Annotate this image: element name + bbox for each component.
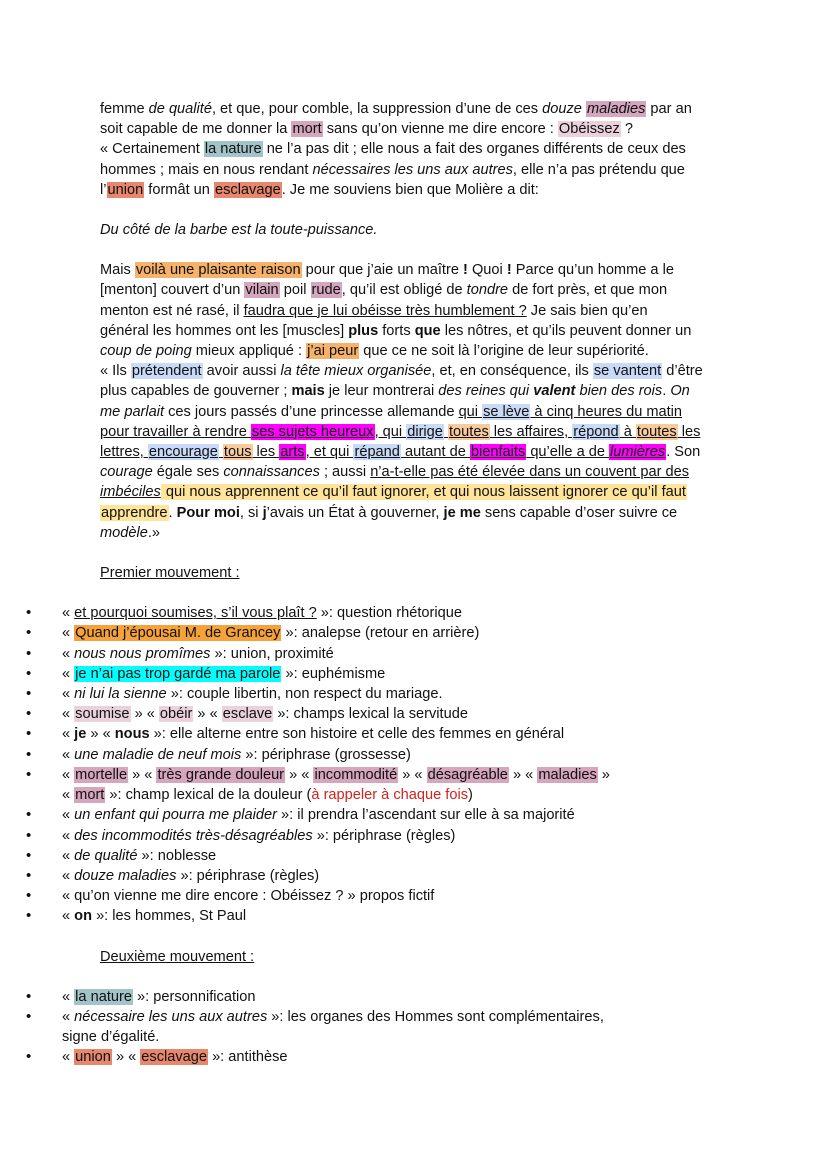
text: »: question rhétorique	[316, 605, 462, 622]
list-item	[0, 846, 764, 866]
text: «	[62, 665, 75, 682]
text: «	[62, 706, 75, 723]
text: «	[62, 766, 75, 783]
text: une maladie de neuf mois	[74, 746, 242, 763]
text: Premier mouvement :	[100, 565, 240, 582]
text: sans qu’on vienne me dire encore :	[322, 121, 558, 138]
text: » «	[193, 706, 222, 723]
underline: et pourquoi soumises, s’il vous plaît ?	[74, 605, 317, 622]
text: On	[670, 383, 690, 400]
paragraph-nature	[100, 139, 740, 200]
text: nous nous promîmes	[74, 645, 211, 662]
highlight: voilà une plaisante raison	[135, 262, 301, 279]
text: Je sais bien qu’en	[526, 302, 648, 319]
text: signe d’égalité.	[62, 1029, 160, 1046]
list-item	[0, 805, 764, 825]
highlight: qui nous apprennent ce qu’il faut ignorer, et qui nous laissent ignorer ce qu’il faut	[161, 484, 686, 501]
text: des incommodités très-désagréables	[74, 827, 313, 844]
text: »: elle alterne entre son histoire et celle des femmes en général	[149, 726, 565, 743]
highlight: maladies	[538, 766, 597, 783]
list-item	[0, 704, 764, 724]
text: , et, en conséquence, ils	[431, 363, 593, 380]
underline: qui	[458, 403, 483, 420]
underline: lettres,	[100, 444, 148, 461]
highlight: lumières	[610, 444, 666, 461]
text: »: champs lexical la servitude	[273, 706, 468, 723]
text: «	[62, 1049, 75, 1066]
highlight: j’ai peur	[307, 343, 359, 360]
list-item	[0, 866, 764, 886]
highlight: vilain	[245, 282, 279, 299]
text: »: personnification	[132, 988, 256, 1005]
text: un enfant qui pourra me plaider	[74, 807, 277, 824]
text: des reines qui	[438, 383, 534, 400]
text: soit capable de me donner la	[100, 121, 292, 138]
highlight: se vantent	[593, 363, 662, 380]
highlight: maladies	[586, 101, 646, 117]
text: sens capable d’oser suivre ce	[480, 504, 678, 521]
text: !	[506, 262, 512, 279]
text: connaissances	[223, 464, 320, 481]
text: nécessaires les uns aux autres	[312, 161, 513, 178]
text: nous	[114, 726, 150, 743]
text: Pour moi	[176, 504, 240, 521]
highlight: union	[107, 181, 144, 198]
text: de qualité	[74, 847, 138, 864]
list-item	[0, 886, 764, 906]
highlight: très grande douleur	[157, 766, 285, 783]
list-item	[0, 644, 764, 664]
document-body	[62, 99, 740, 1068]
text: modèle	[100, 524, 148, 541]
text: je leur montrerai	[324, 383, 439, 400]
text: poil	[279, 282, 311, 299]
highlight: désagréable	[427, 766, 508, 783]
text: « qu’on vienne me dire encore : Obéissez ? » propos fictif	[62, 888, 435, 905]
text: .	[662, 383, 671, 400]
highlight: esclavage	[214, 181, 281, 198]
underline: imbéciles	[100, 484, 161, 501]
text: pour que j’aie un maître	[301, 262, 464, 279]
text: plus capables de gouverner ;	[100, 383, 292, 400]
text: douze	[542, 101, 586, 117]
highlight: toutes	[448, 423, 489, 440]
text: » «	[285, 766, 314, 783]
highlight: prétendent	[131, 363, 202, 380]
highlight: bienfaits	[470, 444, 526, 461]
text: , si	[239, 504, 263, 521]
text: Quoi	[467, 262, 507, 279]
text: la tête mieux organisée	[280, 363, 432, 380]
list-item	[0, 1047, 764, 1067]
text: »: antithèse	[208, 1049, 288, 1066]
text: » «	[128, 766, 157, 783]
highlight: dirige	[407, 423, 443, 440]
highlight: mort	[75, 787, 105, 804]
section-title-2	[100, 947, 740, 967]
text: bien des rois	[575, 383, 663, 400]
text: valent	[533, 383, 576, 400]
text: »: champ lexical de la douleur (	[105, 787, 312, 804]
text: de fort près, et que mon	[508, 282, 668, 299]
text: »: il prendra l’ascendant sur elle à sa majorité	[277, 807, 575, 824]
text: par an	[646, 101, 692, 117]
text: » «	[86, 726, 115, 743]
text: , elle n’a pas prétendu que	[512, 161, 685, 178]
paragraph-continuation	[100, 99, 740, 139]
list-item	[0, 826, 764, 846]
highlight: encourage	[148, 444, 218, 461]
underline: les	[677, 423, 701, 440]
highlight: Obéissez	[558, 121, 620, 138]
highlight: union	[75, 1049, 111, 1066]
text: ces jours passés d’une princesse allemande	[164, 403, 459, 420]
text: nécessaire les uns aux autres	[74, 1008, 268, 1025]
highlight: tous	[223, 444, 252, 461]
text: »: union, proximité	[210, 645, 334, 662]
underline: , qui	[374, 423, 407, 440]
text: formât un	[144, 181, 214, 198]
highlight: toutes	[636, 423, 677, 440]
text: .»	[147, 524, 161, 541]
text: ne l’a pas dit ; elle nous a fait des organes différents de ceux des	[262, 141, 686, 158]
highlight: incommodité	[314, 766, 398, 783]
highlight: soumise	[75, 706, 130, 723]
text: »: périphrase (règles)	[176, 867, 320, 884]
text: on	[74, 908, 93, 925]
text: «	[62, 726, 75, 743]
text: général les hommes ont les [muscles]	[100, 322, 349, 339]
text: coup de poing	[100, 343, 192, 360]
text: «	[62, 988, 75, 1005]
text: avoir aussi	[202, 363, 281, 380]
text: «	[62, 645, 75, 662]
text: . Son	[666, 444, 701, 461]
highlight: se lève	[483, 403, 530, 420]
underline: n’a-t-elle pas été élevée dans un couvent par des	[370, 464, 690, 481]
text: «	[62, 686, 75, 703]
premier-mouvement-list	[62, 603, 740, 926]
text: «	[62, 867, 75, 884]
highlight: répond	[573, 423, 619, 440]
text: »: analepse (retour en arrière)	[281, 625, 480, 642]
text: »: périphrase (règles)	[312, 827, 456, 844]
text: que	[414, 322, 441, 339]
text: !	[463, 262, 468, 279]
text: douze maladies	[74, 867, 177, 884]
text: , qu’il est obligé de	[341, 282, 467, 299]
text: «	[62, 625, 75, 642]
text: Du côté de la barbe est la toute-puissance.	[100, 222, 378, 239]
text: « Certainement	[100, 141, 204, 158]
list-item	[0, 906, 764, 926]
text: ; aussi	[319, 464, 371, 481]
list-item	[0, 623, 764, 643]
list-item	[0, 987, 764, 1007]
highlight: Quand j’épousai M. de Grancey	[75, 625, 281, 642]
highlight: la nature	[75, 988, 132, 1005]
text: «	[62, 746, 75, 763]
text: » «	[130, 706, 159, 723]
list-item	[0, 1007, 764, 1047]
list-item	[0, 724, 764, 744]
list-item	[0, 765, 764, 805]
text: je	[74, 726, 87, 743]
text: »: périphrase (grossesse)	[241, 746, 411, 763]
text: d’être	[662, 363, 703, 380]
moliere-quote	[100, 220, 740, 240]
text: Parce qu’un homme a le	[511, 262, 674, 279]
text: femme	[100, 101, 149, 117]
highlight: mortelle	[75, 766, 128, 783]
text: « Ils	[100, 363, 131, 380]
text: de qualité	[148, 101, 212, 117]
highlight: arts	[280, 444, 305, 461]
highlight: obéir	[159, 706, 193, 723]
deuxieme-mouvement-list	[62, 987, 740, 1068]
text: »	[597, 766, 610, 783]
text: l’	[100, 181, 107, 198]
text: .	[168, 504, 177, 521]
text: plus	[348, 322, 379, 339]
text: , et que, pour comble, la suppression d’une de ces	[211, 101, 543, 117]
text: forts	[378, 322, 415, 339]
underline: faudra que je lui obéisse très humblement ?	[243, 302, 527, 319]
underline: les affaires,	[489, 423, 573, 440]
text: )	[468, 787, 473, 804]
text: tondre	[466, 282, 509, 299]
text: les nôtres, et qu’ils peuvent donner un	[440, 322, 692, 339]
red-note: à rappeler à chaque fois	[311, 787, 468, 804]
text: ?	[620, 121, 633, 138]
text: me parlait	[100, 403, 165, 420]
text: «	[62, 807, 75, 824]
underline: pour travailler à rendre	[100, 423, 251, 440]
list-item	[0, 664, 764, 684]
text: «	[62, 605, 75, 622]
paragraph-main	[100, 260, 740, 543]
text: »: couple libertin, non respect du mariage.	[166, 686, 443, 703]
underline: à	[619, 423, 636, 440]
list-item	[0, 745, 764, 765]
highlight: mort	[292, 121, 322, 138]
text: » «	[398, 766, 427, 783]
text: mieux appliqué :	[191, 343, 307, 360]
underline: autant de	[400, 444, 470, 461]
text: » «	[508, 766, 538, 783]
highlight: je n’ai pas trop gardé ma parole	[75, 665, 281, 682]
text: «	[62, 847, 75, 864]
text: [menton] couvert d’un	[100, 282, 245, 299]
text: »: les organes des Hommes sont complémentaires,	[267, 1008, 604, 1025]
text: je me	[443, 504, 481, 521]
highlight: rude	[311, 282, 341, 299]
highlight: esclave	[222, 706, 273, 723]
text: » «	[111, 1049, 141, 1066]
text: »: les hommes, St Paul	[92, 908, 247, 925]
text: Deuxième mouvement :	[100, 948, 255, 965]
text: j	[262, 504, 267, 521]
underline: qu’elle a de	[526, 444, 610, 461]
text: menton est né rasé, il	[100, 302, 244, 319]
section-title-1	[100, 563, 740, 583]
underline: les	[252, 444, 280, 461]
highlight: ses sujets heureux	[251, 423, 374, 440]
text: mais	[291, 383, 325, 400]
underline: à cinq heures du matin	[530, 403, 683, 420]
text: . Je me souviens bien que Molière a dit:	[281, 181, 539, 198]
text: Mais	[100, 262, 135, 279]
highlight: la nature	[204, 141, 262, 158]
text: «	[62, 787, 75, 804]
underline: , et qui	[305, 444, 354, 461]
text: «	[62, 1008, 75, 1025]
text: «	[62, 827, 75, 844]
text: »: noblesse	[137, 847, 217, 864]
text: que ce ne soit là l’origine de leur supériorité.	[359, 343, 649, 360]
text: ’avais un État à gouverner,	[266, 504, 444, 521]
text: égale ses	[152, 464, 224, 481]
text: ni lui la sienne	[74, 686, 167, 703]
highlight: apprendre	[101, 504, 168, 521]
list-item	[0, 684, 764, 704]
highlight: esclavage	[141, 1049, 208, 1066]
text: hommes ; mais en nous rendant	[100, 161, 313, 178]
list-item	[0, 603, 764, 623]
text: «	[62, 908, 75, 925]
text: courage	[100, 464, 153, 481]
text: »: euphémisme	[281, 665, 386, 682]
highlight: répand	[354, 444, 400, 461]
